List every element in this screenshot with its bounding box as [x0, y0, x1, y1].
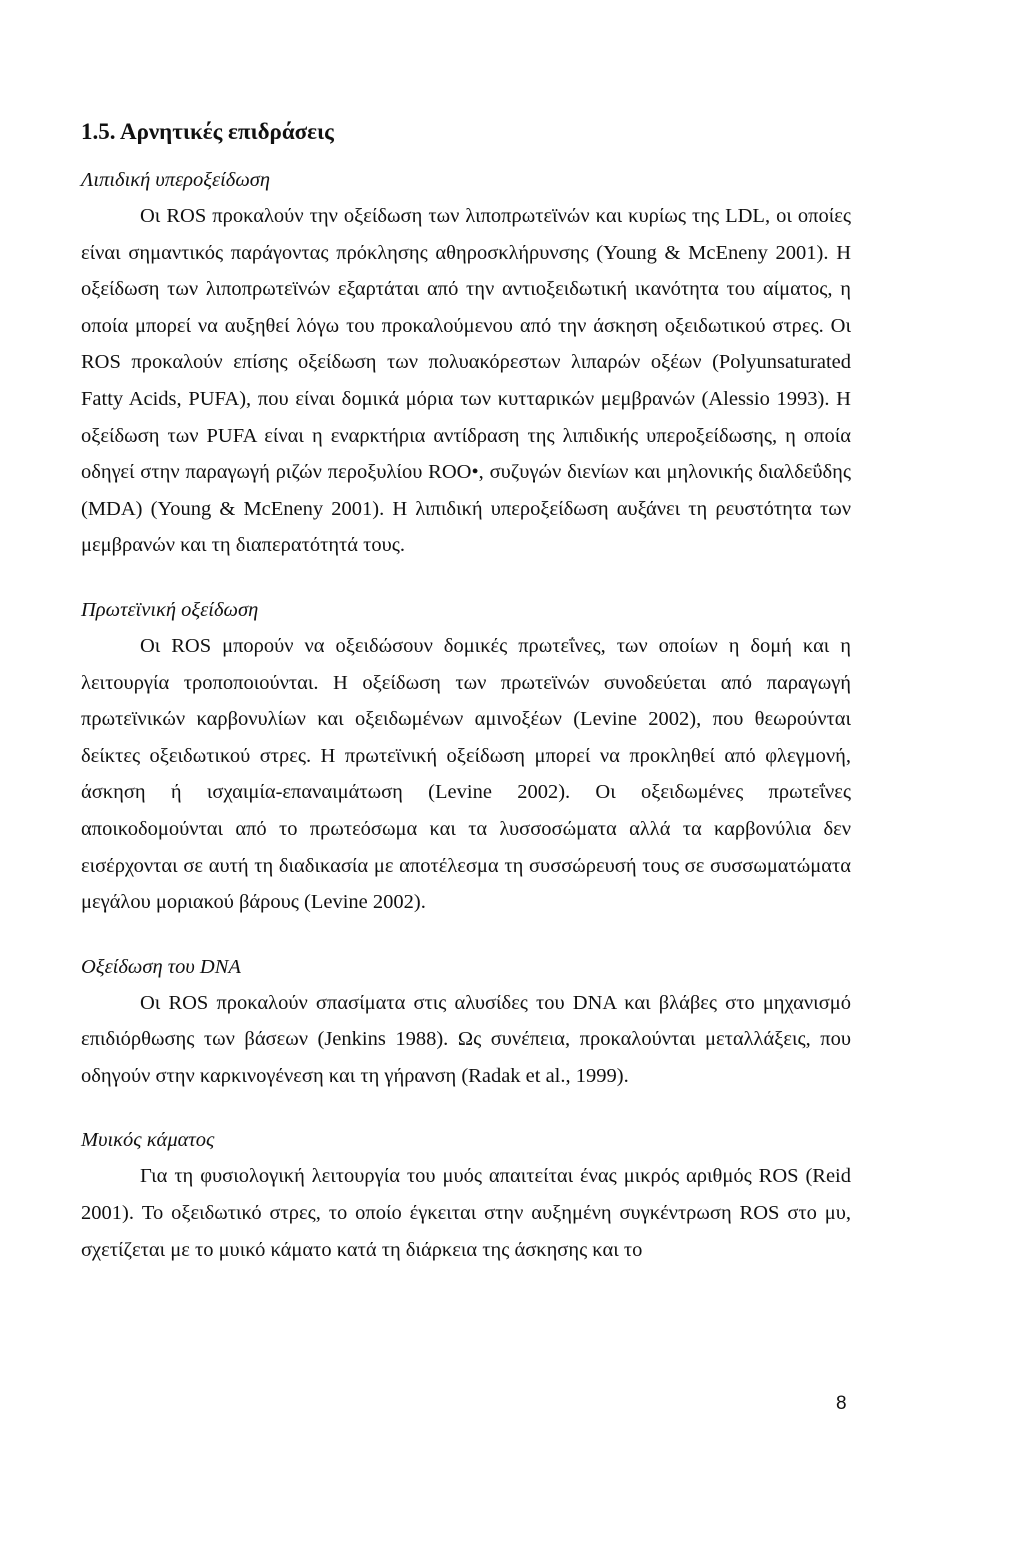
subsection-title: Λιπιδική υπεροξείδωση: [81, 169, 271, 191]
page-number: 8: [836, 1393, 847, 1414]
subsection-title: Οξείδωση του DNA: [81, 955, 241, 978]
document-page: [81, 112, 851, 1268]
subsection-dna-oxidation: [81, 949, 851, 1095]
body-paragraph: Οι ROS προκαλούν σπασίματα στις αλυσίδες του DNA και βλάβες στο μηχανισμό επιδιόρθωσης των βάσεων (Jenkins 1988). Ως συνέπεια, προκαλούνται μεταλλάξεις, που οδηγούν στην καρκινογένεση και τη γήρανση (Radak et al., 1999).: [81, 991, 851, 1087]
subsection-title: Μυικός κάματος: [81, 1129, 215, 1152]
subsection-protein-oxidation: [81, 592, 851, 921]
section-heading: 1.5. Αρνητικές επιδράσεις: [81, 119, 334, 144]
subsection-lipid-peroxidation: [81, 162, 851, 564]
subsection-muscle-fatigue: [81, 1122, 851, 1268]
body-paragraph: Οι ROS μπορούν να οξειδώσουν δομικές πρωτεΐνες, των οποίων η δομή και η λειτουργία τροποποιούνται. Η οξείδωση των πρωτεϊνών συνοδεύεται από παραγωγή πρωτεϊνικών καρβονυλίων και οξειδωμένων αμινοξέων (Levine 2002), που θεωρούνται δείκτες οξειδωτικού στρες. Η πρωτεϊνική οξείδωση μπορεί να προκληθεί από φλεγμονή, άσκηση ή ισχαιμία-επαναιμάτωση (Levine 2002). Οι οξειδωμένες πρωτεΐνες αποικοδομούνται από το πρωτεόσωμα και τα λυσσοσώματα αλλά τα καρβονύλια δεν εισέρχονται σε αυτή τη διαδικασία με αποτέλεσμα τη συσσώρευσή τους σε συσσωματώματα μεγάλου μοριακού βάρους (Levine 2002).: [81, 634, 851, 914]
subsection-title: Πρωτεϊνική οξείδωση: [81, 598, 259, 621]
body-paragraph: Οι ROS προκαλούν την οξείδωση των λιποπρωτεϊνών και κυρίως της LDL, οι οποίες είναι σημαντικός παράγοντας πρόκλησης αθηροσκλήρυνσης (Young & McEneny 2001). Η οξείδωση των λιποπρωτεϊνών εξαρτάται από την αντιοξειδωτική ικανότητα του αίματος, η οποία μπορεί να αυξηθεί λόγω του προκαλούμενου από την άσκηση οξειδωτικού στρες. Οι ROS προκαλούν επίσης οξείδωση των πολυακόρεστων λιπαρών οξέων (Polyunsaturated Fatty Acids, PUFA), που είναι δομικά μόρια των κυτταρικών μεμβρανών (Alessio 1993). Η οξείδωση των PUFA είναι η εναρκτήρια αντίδραση της λιπιδικής υπεροξείδωσης, η οποία οδηγεί στην παραγωγή ριζών περοξυλίου ROO•, συζυγών διενίων και μηλονικής διαλδεΰδης (MDA) (Young & McEneny 2001). Η λιπιδική υπεροξείδωση αυξάνει τη ρευστότητα των μεμβρανών και τη διαπερατότητά τους.: [81, 205, 851, 557]
body-paragraph: Για τη φυσιολογική λειτουργία του μυός απαιτείται ένας μικρός αριθμός ROS (Reid 2001). Το οξειδωτικό στρες, το οποίο έγκειται στην αυξημένη συγκέντρωση ROS στο μυ, σχετίζεται με το μυικό κάματο κατά τη διάρκεια της άσκησης και το: [81, 1165, 851, 1261]
